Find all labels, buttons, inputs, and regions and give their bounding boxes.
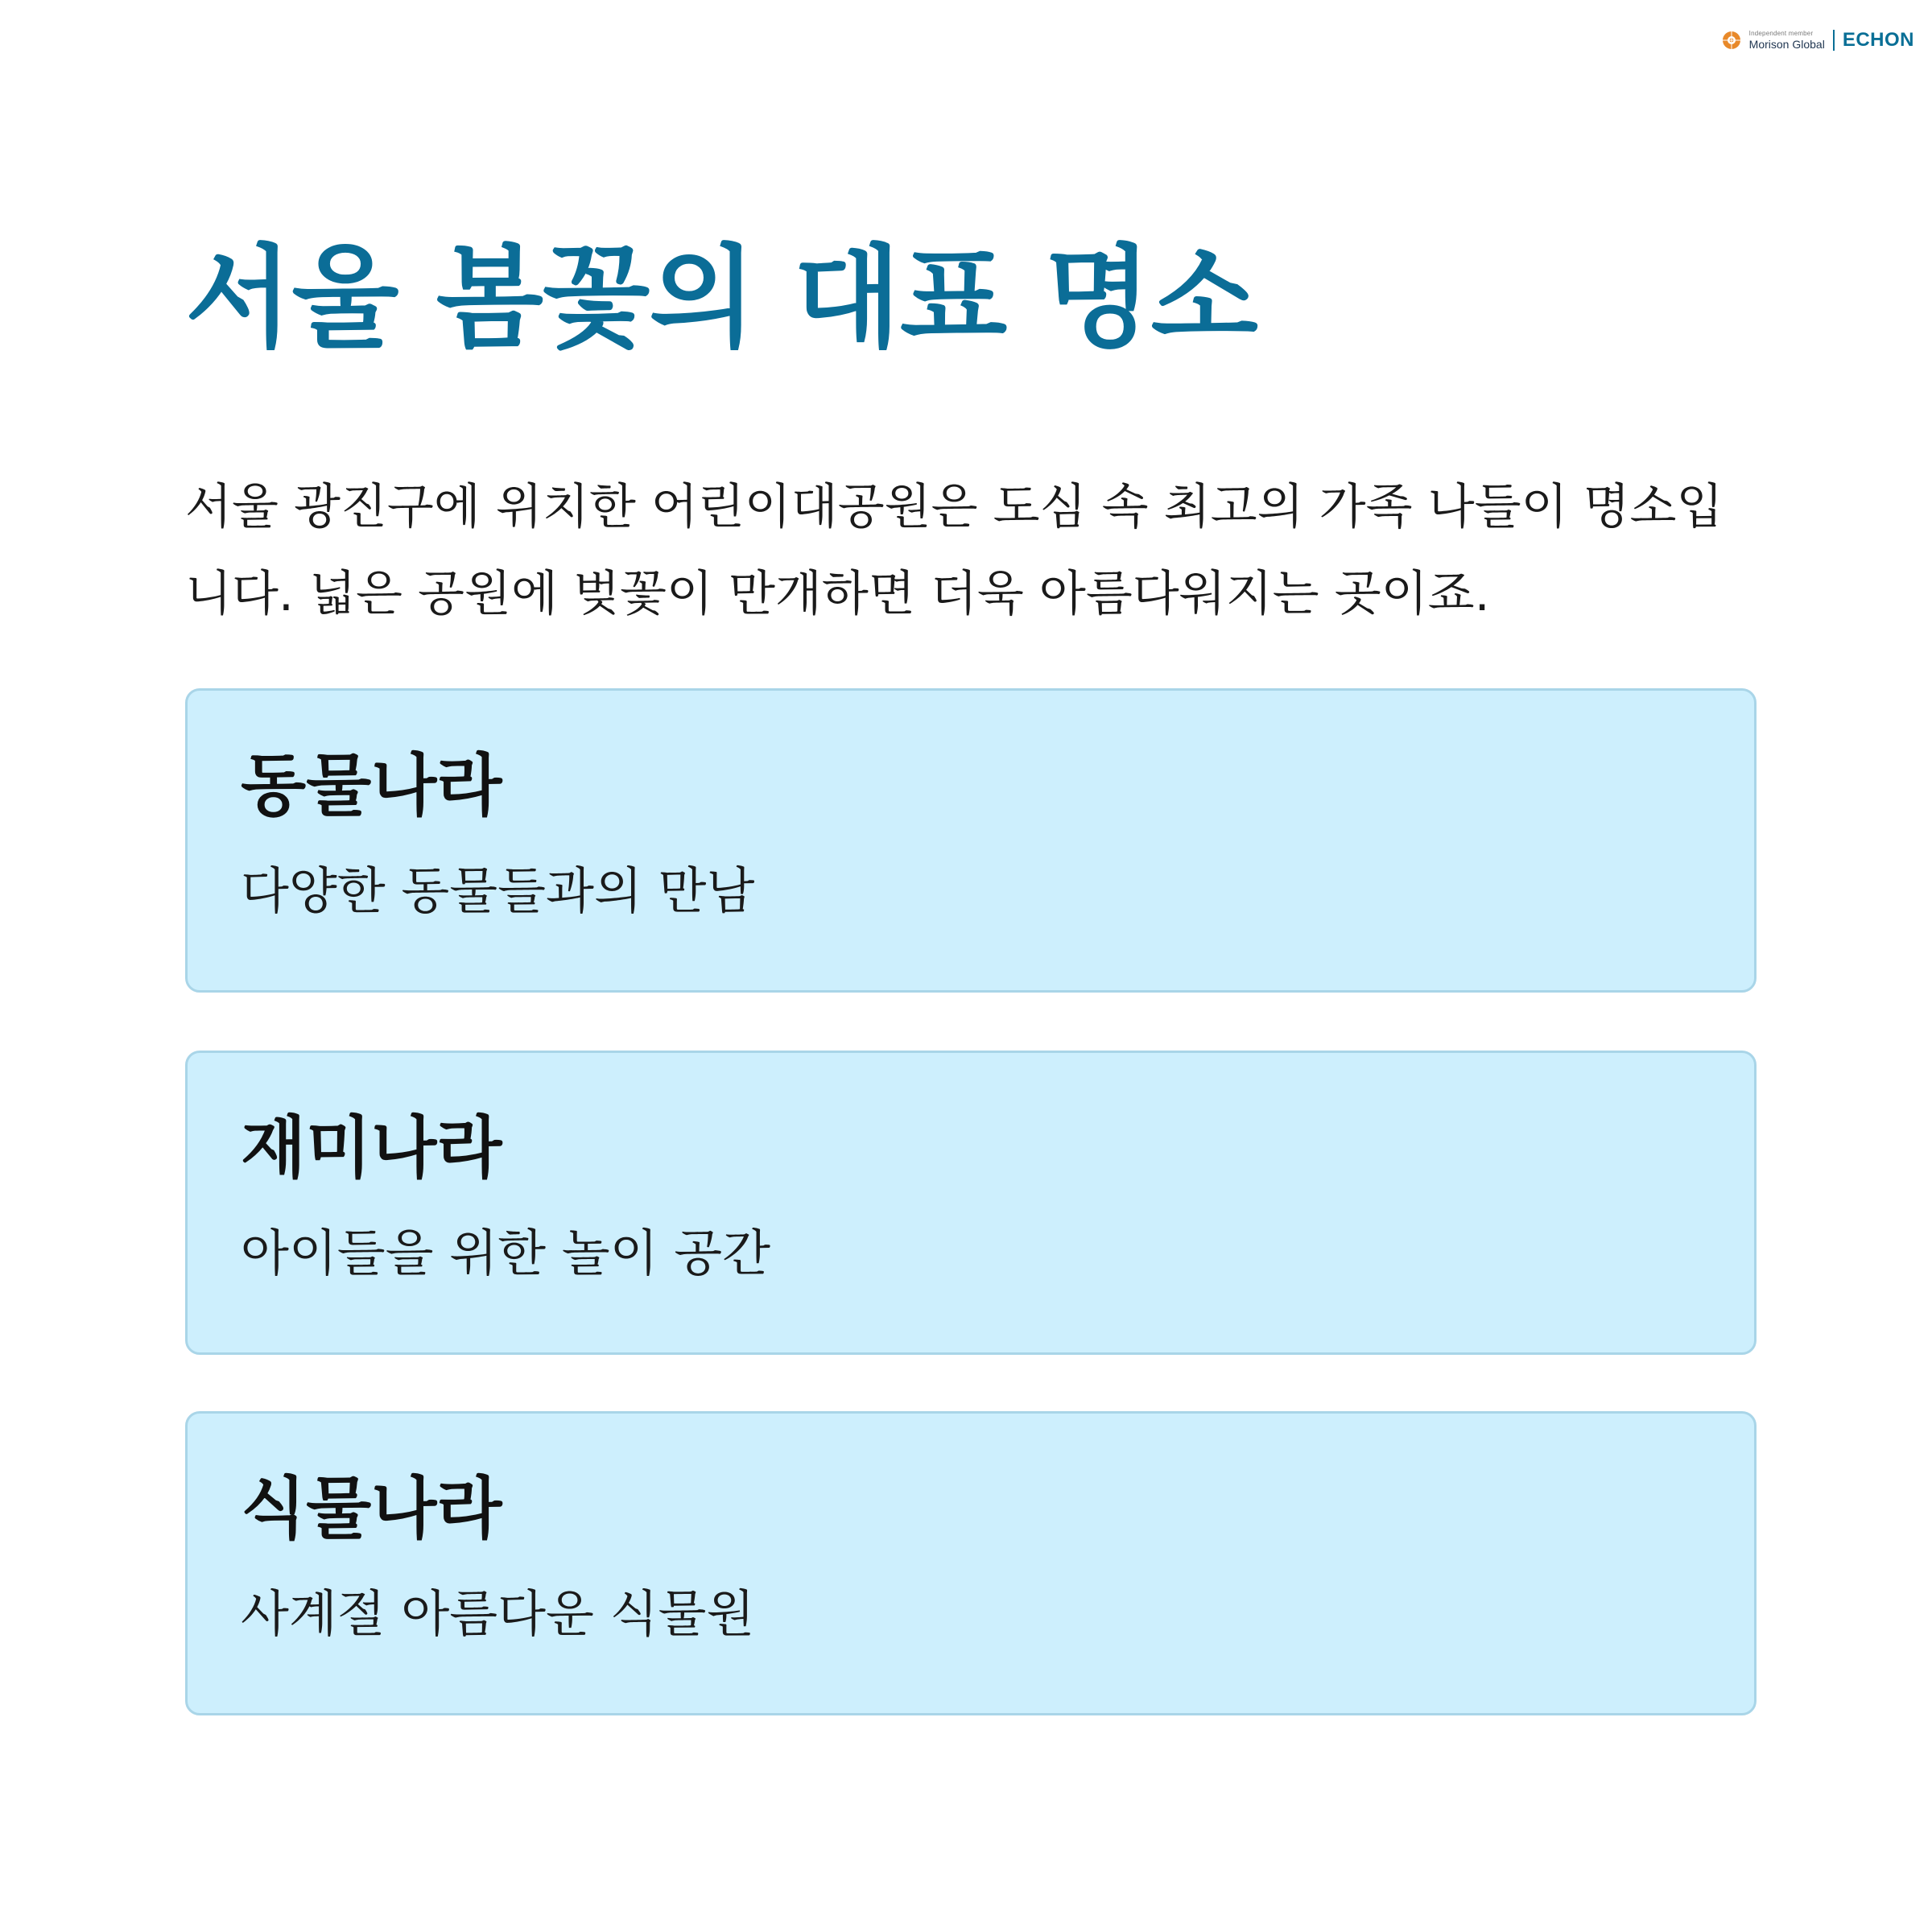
morison-globe-icon — [1722, 31, 1741, 50]
brand-logo — [1722, 29, 1914, 52]
card-title: 동물나라 — [241, 746, 502, 825]
card-plant-land — [185, 1411, 1757, 1715]
page-title: 서울 봄꽃의 대표 명소 — [185, 233, 1257, 363]
card-description: 사계절 아름다운 식물원 — [241, 1584, 755, 1643]
card-description: 아이들을 위한 놀이 공간 — [241, 1224, 771, 1282]
intro-paragraph: 서울 광진구에 위치한 어린이대공원은 도심 속 최고의 가족 나들이 명소입니다. 넓은 공원에 벚꽃이 만개하면 더욱 아름다워지는 곳이죠. — [185, 479, 1724, 622]
card-title: 식물나라 — [241, 1469, 502, 1548]
logo-text — [1749, 31, 1825, 50]
card-description: 다양한 동물들과의 만남 — [241, 861, 755, 920]
logo-name: Morison Global — [1748, 38, 1825, 51]
logo-brand: ECHON — [1842, 29, 1914, 51]
card-animal-land — [185, 688, 1757, 993]
logo-tagline: Independent member — [1748, 30, 1814, 37]
card-title: 재미나라 — [241, 1108, 502, 1187]
card-fun-land — [185, 1051, 1757, 1355]
logo-divider — [1833, 30, 1835, 51]
